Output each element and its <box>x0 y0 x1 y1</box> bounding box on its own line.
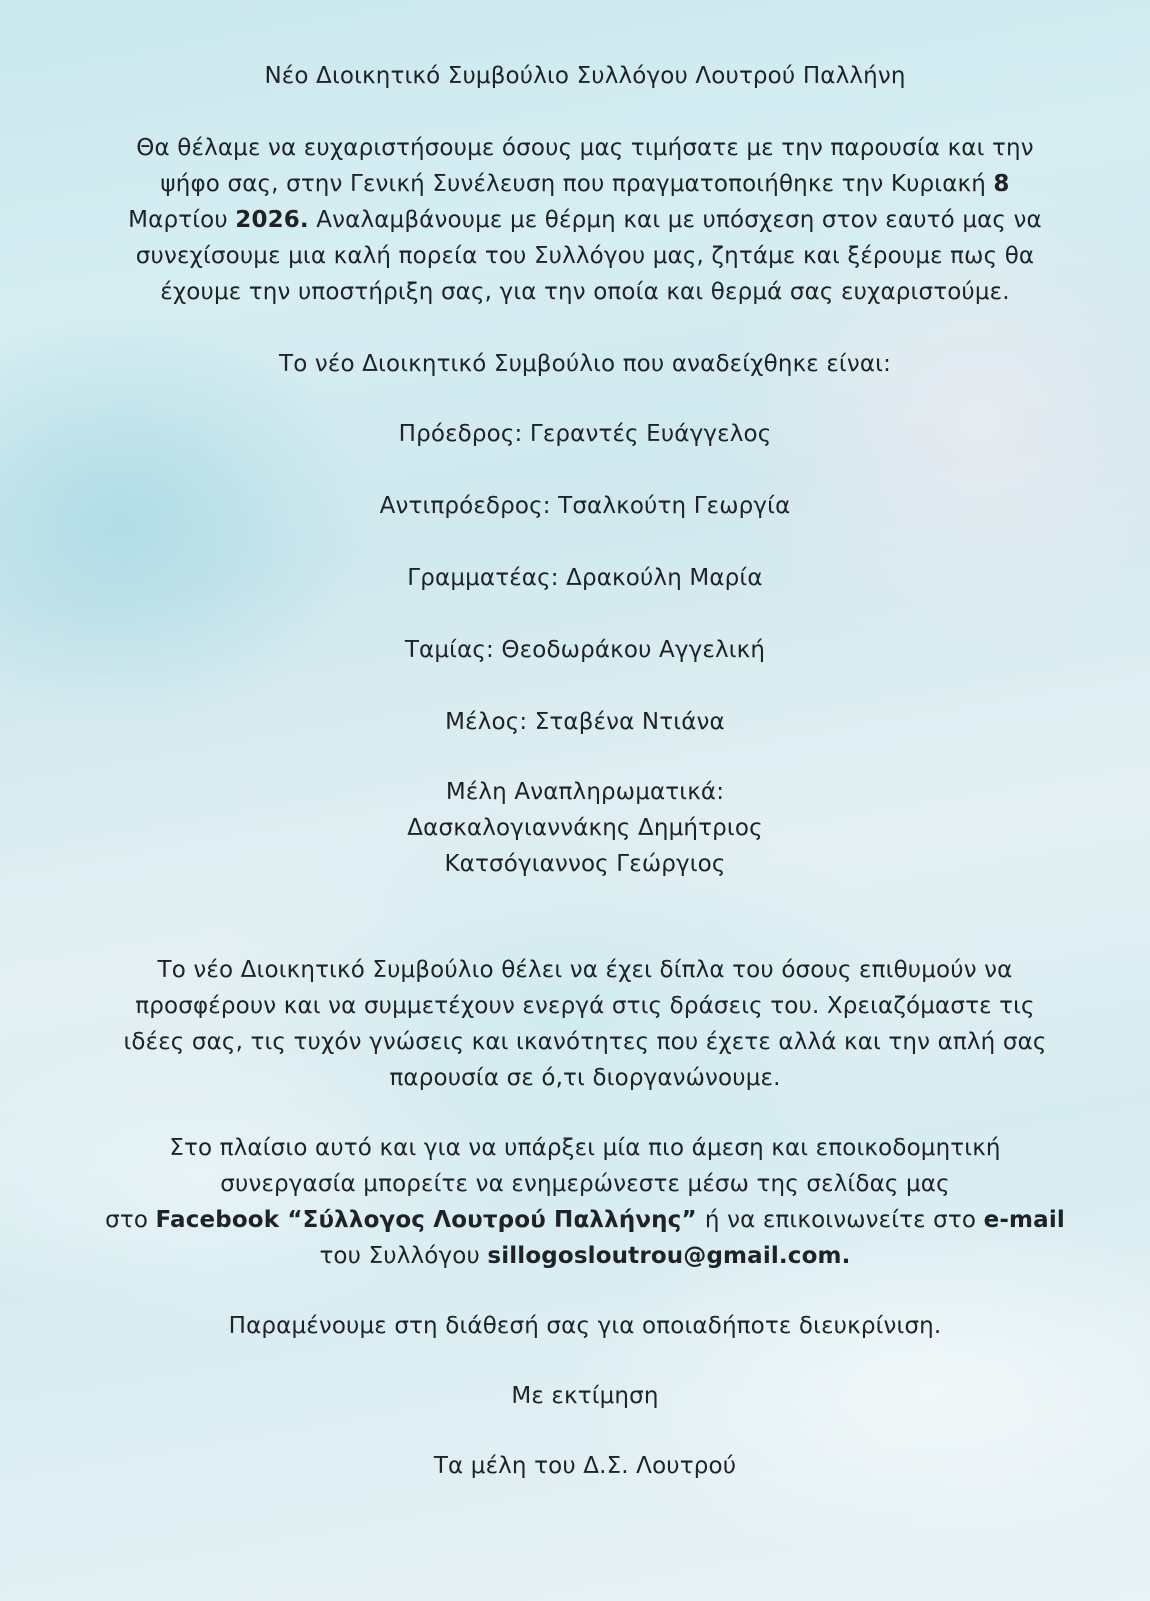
intro-line-2 <box>70 166 1100 202</box>
role-secretary: Γραμματέας: Δρακούλη Μαρία <box>407 565 763 591</box>
board-roles-list <box>70 416 1100 740</box>
contact-line-3-prefix: στο <box>105 1207 156 1233</box>
alternates-label: Μέλη Αναπληρωματικά: <box>445 779 725 805</box>
availability-note: Παραμένουμε στη διάθεσή σας για οποιαδήποτε διευκρίνιση. <box>228 1313 942 1339</box>
role-member: Μέλος: Σταβένα Ντιάνα <box>445 709 725 735</box>
meeting-year: 2026. <box>235 207 309 233</box>
contact-line-1: Στο πλαίσιο αυτό και για να υπάρξει μία πιο άμεση και εποικοδομητική <box>169 1135 1001 1161</box>
board-intro: Το νέο Διοικητικό Συμβούλιο που αναδείχθηκε είναι: <box>279 351 891 377</box>
intro-line-3-month: Μαρτίου <box>128 207 236 233</box>
intro-line-3 <box>70 202 1100 238</box>
participation-line-4: παρουσία σε ό,τι διοργανώνουμε. <box>389 1065 781 1091</box>
contact-paragraph <box>70 1130 1100 1274</box>
meeting-day: 8 <box>993 171 1010 197</box>
regards-line: Με εκτίμηση <box>511 1383 659 1409</box>
contact-line-4 <box>70 1238 1100 1274</box>
contact-line-2: συνεργασία μπορείτε να ενημερώνεστε μέσω της σελίδας μας <box>220 1171 950 1197</box>
signature-line: Τα μέλη του Δ.Σ. Λουτρού <box>433 1453 737 1479</box>
contact-line-3-mid: ή να επικοινωνείτε στο <box>704 1207 984 1233</box>
alternate-members <box>70 774 1100 882</box>
alternate-member-1: Δασκαλογιαννάκης Δημήτριος <box>407 815 763 841</box>
intro-line-1: Θα θέλαμε να ευχαριστήσουμε όσους μας τιμήσατε με την παρουσία και την <box>136 135 1034 161</box>
role-vice-president: Αντιπρόεδρος: Τσαλκούτη Γεωργία <box>379 493 791 519</box>
intro-line-3-text: Αναλαμβάνουμε με θέρμη και με υπόσχεση στον εαυτό μας να <box>308 207 1042 233</box>
thank-you-paragraph <box>70 130 1100 310</box>
email-address[interactable]: sillogosloutrou@gmail.com. <box>487 1243 851 1269</box>
contact-line-4-prefix: του Συλλόγου <box>319 1243 488 1269</box>
page-title: Νέο Διοικητικό Συμβούλιο Συλλόγου Λουτρού Παλλήνη <box>264 63 906 89</box>
role-treasurer: Ταμίας: Θεοδωράκου Αγγελική <box>404 637 766 663</box>
participation-paragraph <box>70 952 1100 1096</box>
intro-line-5: έχουμε την υποστήριξη σας, για την οποία και θερμά σας ευχαριστούμε. <box>160 279 1010 305</box>
role-president: Πρόεδρος: Γεραντές Ευάγγελος <box>398 421 772 447</box>
participation-line-2: προσφέρουν και να συμμετέχουν ενεργά στις δράσεις του. Χρειαζόμαστε τις <box>135 993 1035 1019</box>
intro-line-2-text: ψήφο σας, στην Γενική Συνέλευση που πραγματοποιήθηκε την Κυριακή <box>160 171 994 197</box>
contact-line-3 <box>70 1202 1100 1238</box>
facebook-page-name: “Σύλλογος Λουτρού Παλλήνης” <box>279 1207 705 1233</box>
facebook-label: Facebook <box>155 1207 280 1233</box>
participation-line-1: Το νέο Διοικητικό Συμβούλιο θέλει να έχει δίπλα του όσους επιθυμούν να <box>157 957 1013 983</box>
alternate-member-2: Κατσόγιαννος Γεώργιος <box>444 851 726 877</box>
email-label: e-mail <box>983 1207 1065 1233</box>
participation-line-3: ιδέες σας, τις τυχόν γνώσεις και ικανότητες που έχετε αλλά και την απλή σας <box>123 1029 1047 1055</box>
announcement-document <box>70 58 1100 1484</box>
intro-line-4: συνεχίσουμε μια καλή πορεία του Συλλόγου μας, ζητάμε και ξέρουμε πως θα <box>135 243 1035 269</box>
